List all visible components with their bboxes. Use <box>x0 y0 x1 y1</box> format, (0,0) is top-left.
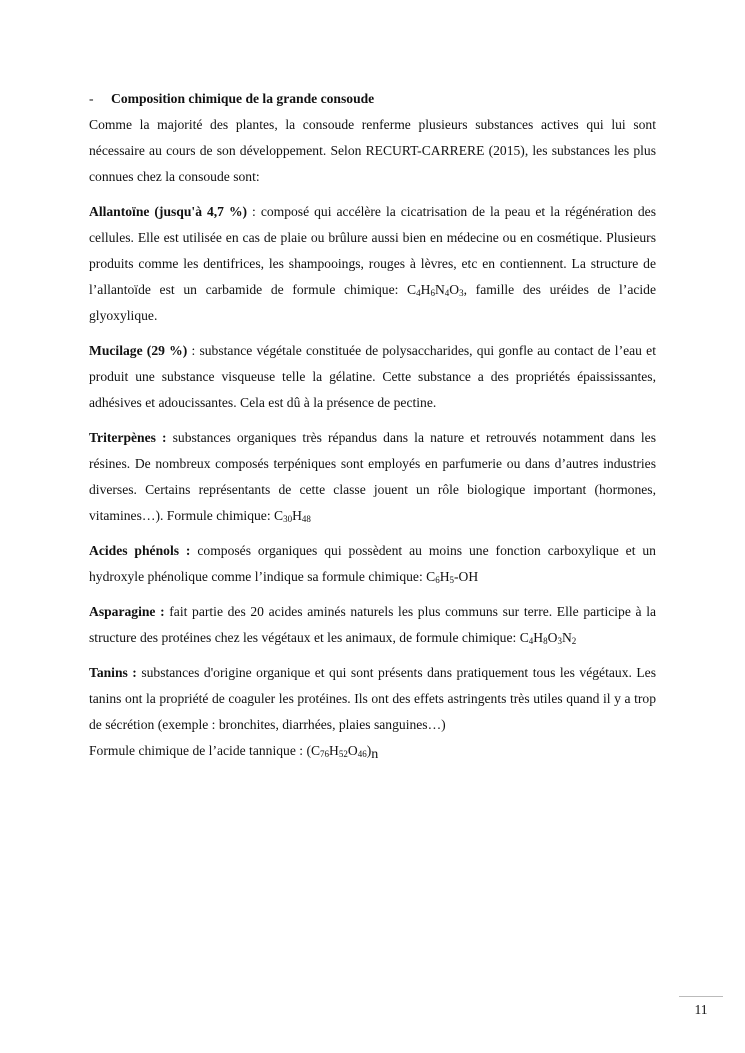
allantoine-term: Allantoïne (jusqu'à 4,7 %) <box>89 204 248 219</box>
heading-title: Composition chimique de la grande consoude <box>111 91 375 106</box>
allantoine-formula: $C_4H_6N_4O_3$ <box>407 282 464 298</box>
triterpenes-paragraph <box>89 425 656 529</box>
acides-phenols-formula: $C_6H_5-OH$ <box>426 569 479 585</box>
page-number: 11 <box>679 996 723 1018</box>
asparagine-paragraph <box>89 599 656 651</box>
page-content <box>89 86 656 768</box>
mucilage-paragraph <box>89 338 656 416</box>
intro-paragraph: Comme la majorité des plantes, la consoude renferme plusieurs substances actives qui lui sont nécessaire au cours de son développement. Selon RECURT-CARRERE (2015), les substances les plus connues chez la consoude sont: <box>89 117 656 184</box>
allantoine-text-after: , famille des uréides de l’acide glyoxylique. <box>89 282 656 323</box>
triterpenes-term: Triterpènes : <box>89 430 167 445</box>
mucilage-text: : substance végétale constituée de polysaccharides, qui gonfle au contact de l’eau et produit une substance visqueuse telle la gélatine. Cette substance a des propriétés épaississantes, adhésives et adoucissantes. Cela est dû à la présence de pectine. <box>89 343 656 410</box>
triterpenes-text: substances organiques très répandus dans la nature et retrouvés notamment dans les résines. De nombreux composés terpéniques sont employés en parfumerie ou dans d’autres industries diverses. Certains représentants de cette classe jouent un rôle biologique important (hormones, vitamines…). Formule chimique: <box>89 430 656 523</box>
asparagine-text: fait partie des 20 acides aminés naturels les plus communs sur terre. Elle participe à la structure des protéines chez les végétaux et les animaux, de formule chimique: <box>89 604 657 645</box>
asparagine-term: Asparagine : <box>89 604 165 619</box>
triterpenes-formula: $C_{30}H_{48}$ <box>274 508 311 524</box>
asparagine-formula: $C_4H_8O_3N_2$ <box>519 630 577 646</box>
tanins-paragraph <box>89 660 656 738</box>
tannic-acid-line <box>89 738 656 768</box>
tannic-acid-label: Formule chimique de l’acide tannique : <box>89 743 307 758</box>
allantoine-text: : composé qui accélère la cicatrisation de la peau et la régénération des cellules. Elle est utilisée en cas de plaie ou brûlure aussi bien en médecine ou en cosmétique. Plusieurs produits comme les dentifrices, les shampooings, rouges à lèvres, etc en contiennent. La structure de l’allantoïde est un carbamide de formule chimique: <box>89 204 656 297</box>
tanins-term: Tanins : <box>89 665 137 680</box>
tannic-acid-formula: $(C_{76}H_{52}O_{46})n$ <box>306 743 379 762</box>
acides-phenols-paragraph <box>89 538 656 590</box>
tanins-text: substances d'origine organique et qui sont présents dans pratiquement tous les végétaux. Les tanins ont la propriété de coaguler les protéines. Ils ont des effets astringents très utiles quand il y a trop de sécrétion (exemple : bronchites, diarrhées, plaies sanguines…) <box>89 665 656 732</box>
allantoine-paragraph <box>89 199 656 329</box>
heading-dash: - <box>89 91 94 106</box>
acides-phenols-term: Acides phénols : <box>89 543 191 558</box>
acides-phenols-text: composés organiques qui possèdent au moins une fonction carboxylique et un hydroxyle phénolique comme l’indique sa formule chimique: <box>89 543 656 584</box>
section-heading <box>89 86 656 112</box>
mucilage-term: Mucilage (29 %) <box>89 343 188 358</box>
